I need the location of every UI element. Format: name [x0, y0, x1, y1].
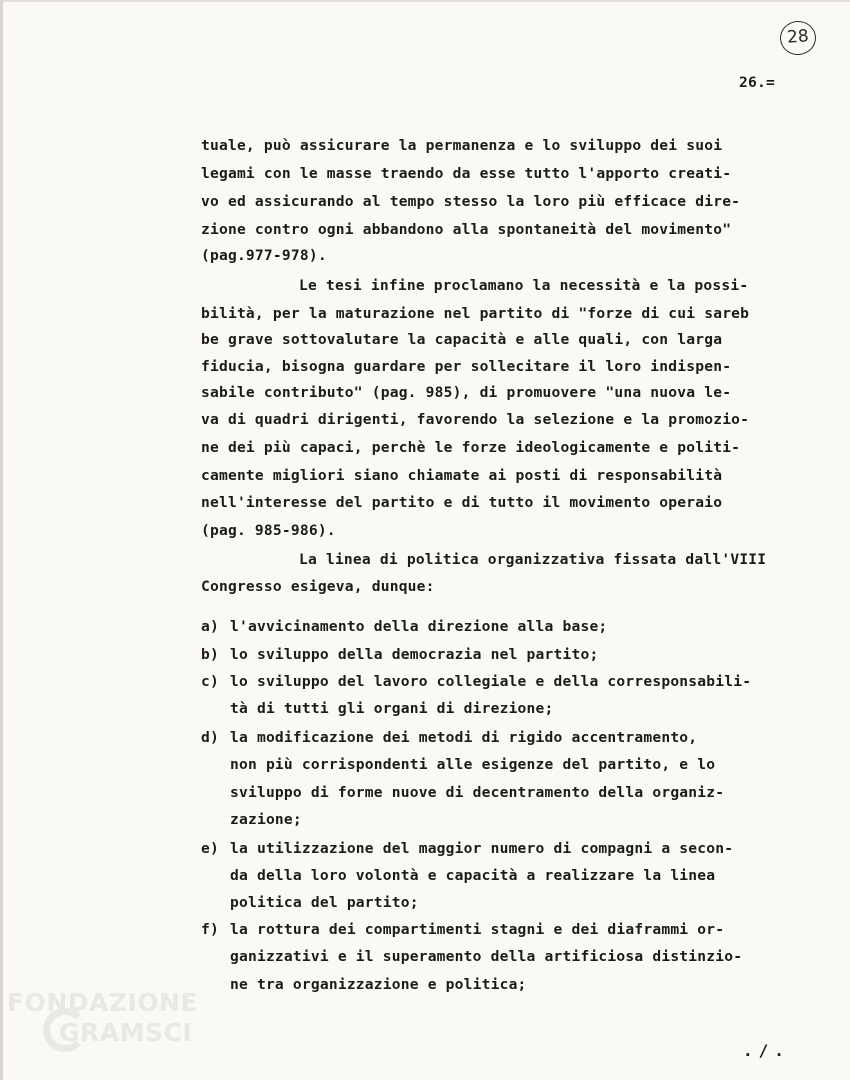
paragraph-3-line: Congresso esigeva, dunque: [201, 578, 435, 595]
continuation-mark: ./. [743, 1041, 790, 1060]
list-item-label: d) [201, 729, 219, 746]
list-item-text: sviluppo di forme nuove di decentramento della organiz- [230, 784, 725, 801]
paragraph-2-line: (pag. 985-986). [201, 522, 336, 539]
watermark-line-2: GRAMSCI [59, 1018, 193, 1047]
list-item-text: tà di tutti gli organi di direzione; [230, 700, 554, 717]
list-item-text: ganizzativi e il superamento della artificiosa distinzio- [230, 948, 743, 965]
paragraph-1-line: zione contro ogni abbandono alla spontaneità del movimento" [201, 221, 732, 238]
paragraph-2-line: bilità, per la maturazione nel partito di "forze di cui sareb [201, 305, 750, 322]
paragraph-2-line: camente migliori siano chiamate ai posti di responsabilità [201, 467, 723, 484]
list-item-text: l'avvicinamento della direzione alla base; [230, 618, 608, 635]
archive-number-stamp: 28 [779, 20, 817, 56]
paragraph-2-first-line: Le tesi infine proclamano la necessità e la possi- [299, 277, 749, 294]
list-item-text: la rottura dei compartimenti stagni e dei diaframmi or- [230, 921, 725, 938]
list-item-text: da della loro volontà e capacità a realizzare la linea [230, 867, 716, 884]
paragraph-3-first-line: La linea di politica organizzativa fissata dall'VIII [299, 551, 767, 568]
list-item-label: f) [201, 921, 219, 938]
paragraph-2-line: va di quadri dirigenti, favorendo la selezione e la promozio- [201, 411, 750, 428]
paragraph-1-line: legami con le masse traendo da esse tutto l'apporto creati- [201, 165, 732, 182]
list-item-text: ne tra organizzazione e politica; [230, 976, 527, 993]
list-item-text: non più corrispondenti alle esigenze del partito, e lo [230, 756, 716, 773]
paragraph-1-line: tuale, può assicurare la permanenza e lo sviluppo dei suoi [201, 137, 723, 154]
list-item-text: la modificazione dei metodi di rigido accentramento, [230, 729, 698, 746]
paragraph-2-line: sabile contributo" (pag. 985), di promuovere "una nuova le- [201, 384, 732, 401]
watermark-line-1: FONDAZIONE [7, 988, 199, 1017]
list-item-text: lo sviluppo della democrazia nel partito; [230, 646, 599, 663]
list-item-text: politica del partito; [230, 894, 419, 911]
paragraph-1-line: vo ed assicurando al tempo stesso la loro più efficace dire- [201, 193, 741, 210]
paragraph-2-line: fiducia, bisogna guardare per sollecitare il loro indispen- [201, 358, 732, 375]
list-item-text: la utilizzazione del maggior numero di compagni a secon- [230, 840, 734, 857]
page-number: 26.= [739, 74, 775, 91]
paragraph-2-line: nell'interesse del partito e di tutto il movimento operaio [201, 494, 723, 511]
list-item-label: a) [201, 618, 219, 635]
paragraph-2-line: be grave sottovalutare la capacità e alle quali, con larga [201, 331, 723, 348]
paragraph-1-line: (pag.977-978). [201, 247, 327, 264]
watermark-logo [7, 988, 217, 1068]
list-item-text: zazione; [230, 811, 302, 828]
list-item-label: c) [201, 673, 219, 690]
list-item-label: b) [201, 646, 219, 663]
list-item-text: lo sviluppo del lavoro collegiale e della corresponsabili- [230, 673, 752, 690]
list-item-label: e) [201, 840, 219, 857]
paragraph-2-line: ne dei più capaci, perchè le forze ideologicamente e politi- [201, 439, 741, 456]
